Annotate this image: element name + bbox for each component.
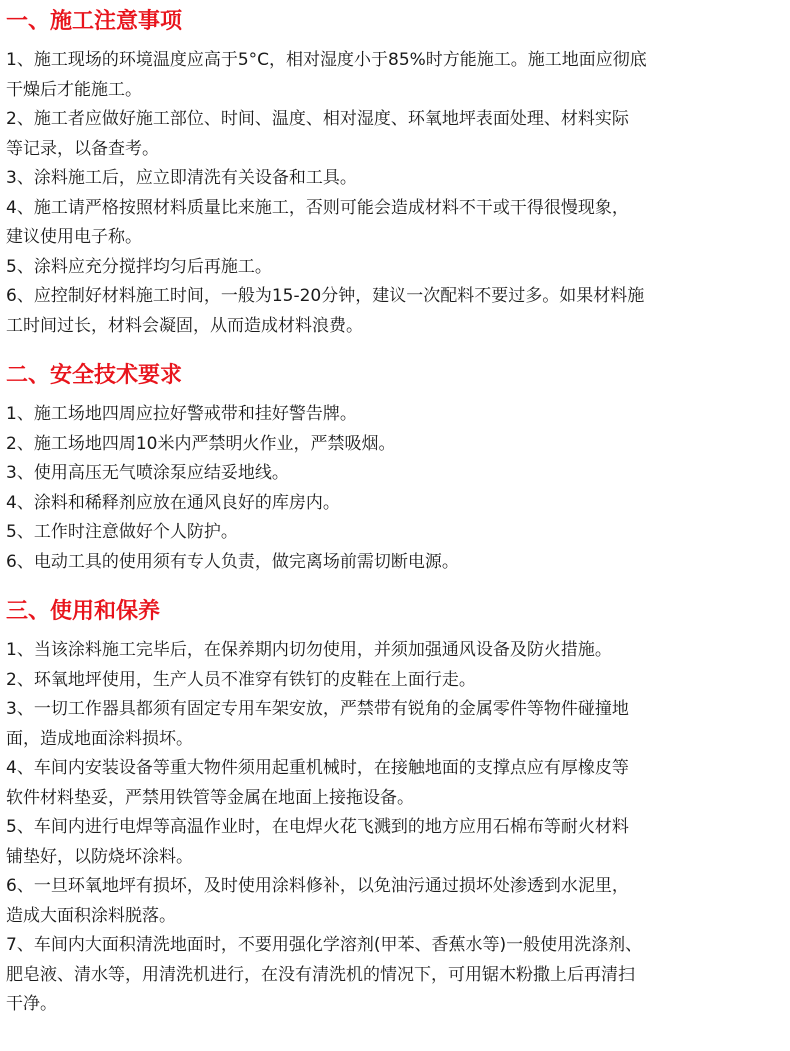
section-title: 一、施工注意事项	[6, 9, 183, 34]
paragraph-line: 铺垫好，以防烧坏涂料。	[6, 846, 193, 867]
paragraph-line: 肥皂液、清水等，用清洗机进行，在没有清洗机的情况下，可用锯木粉撒上后再清扫	[6, 964, 635, 985]
paragraph-line: 工时间过长，材料会凝固，从而造成材料浪费。	[6, 315, 363, 336]
paragraph-line: 4、涂料和稀释剂应放在通风良好的库房内。	[6, 492, 340, 513]
paragraph-line: 6、一旦环氧地坪有损坏，及时使用涂料修补，以免油污通过损坏处渗透到水泥里，	[6, 876, 629, 896]
paragraph-line: 2、施工者应做好施工部位、时间、温度、相对湿度、环氧地坪表面处理、材料实际	[6, 109, 629, 129]
paragraph-line: 软件材料垫妥，严禁用铁管等金属在地面上接拖设备。	[6, 787, 414, 808]
paragraph-line: 2、施工场地四周10米内严禁明火作业，严禁吸烟。	[6, 433, 396, 454]
section-safety-requirements	[6, 356, 784, 577]
paragraph-line: 6、电动工具的使用须有专人负责，做完离场前需切断电源。	[6, 551, 459, 572]
paragraph-line: 6、应控制好材料施工时间，一般为15-20分钟，建议一次配料不要过多。如果材料施	[6, 286, 645, 306]
section-title: 二、安全技术要求	[6, 363, 183, 388]
paragraph-line: 3、涂料施工后，应立即清洗有关设备和工具。	[6, 168, 357, 188]
paragraph-line: 2、环氧地坪使用，生产人员不准穿有铁钉的皮鞋在上面行走。	[6, 669, 476, 690]
section-construction-notes	[6, 2, 784, 341]
paragraph-line: 5、车间内进行电焊等高温作业时，在电焊火花飞溅到的地方应用石棉布等耐火材料	[6, 817, 629, 837]
paragraph-line: 3、使用高压无气喷涂泵应结妥地线。	[6, 463, 289, 483]
paragraph-line: 面，造成地面涂料损坏。	[6, 728, 193, 749]
paragraph-line: 4、施工请严格按照材料质量比来施工，否则可能会造成材料不干或干得很慢现象，	[6, 197, 629, 218]
section-use-and-maintenance	[6, 592, 784, 1020]
paragraph-line: 1、施工现场的环境温度应高于5°C，相对湿度小于85%时方能施工。施工地面应彻底	[6, 50, 647, 70]
paragraph-line: 5、涂料应充分搅拌均匀后再施工。	[6, 256, 272, 277]
paragraph-line: 干净。	[6, 994, 57, 1014]
paragraph-line: 3、一切工作器具都须有固定专用车架安放，严禁带有锐角的金属零件等物件碰撞地	[6, 699, 629, 719]
paragraph-line: 1、施工场地四周应拉好警戒带和挂好警告牌。	[6, 404, 357, 424]
paragraph-line: 7、车间内大面积清洗地面时，不要用强化学溶剂(甲苯、香蕉水等)一般使用洗涤剂、	[6, 935, 643, 955]
paragraph-line: 建议使用电子称。	[6, 227, 142, 247]
paragraph-line: 5、工作时注意做好个人防护。	[6, 522, 238, 542]
paragraph-line: 1、当该涂料施工完毕后，在保养期内切勿使用，并须加强通风设备及防火措施。	[6, 640, 612, 660]
paragraph-line: 干燥后才能施工。	[6, 79, 142, 100]
paragraph-line: 造成大面积涂料脱落。	[6, 905, 176, 926]
section-title: 三、使用和保养	[6, 599, 161, 624]
paragraph-line: 4、车间内安装设备等重大物件须用起重机械时，在接触地面的支撑点应有厚橡皮等	[6, 758, 629, 778]
paragraph-line: 等记录，以备查考。	[6, 138, 159, 159]
